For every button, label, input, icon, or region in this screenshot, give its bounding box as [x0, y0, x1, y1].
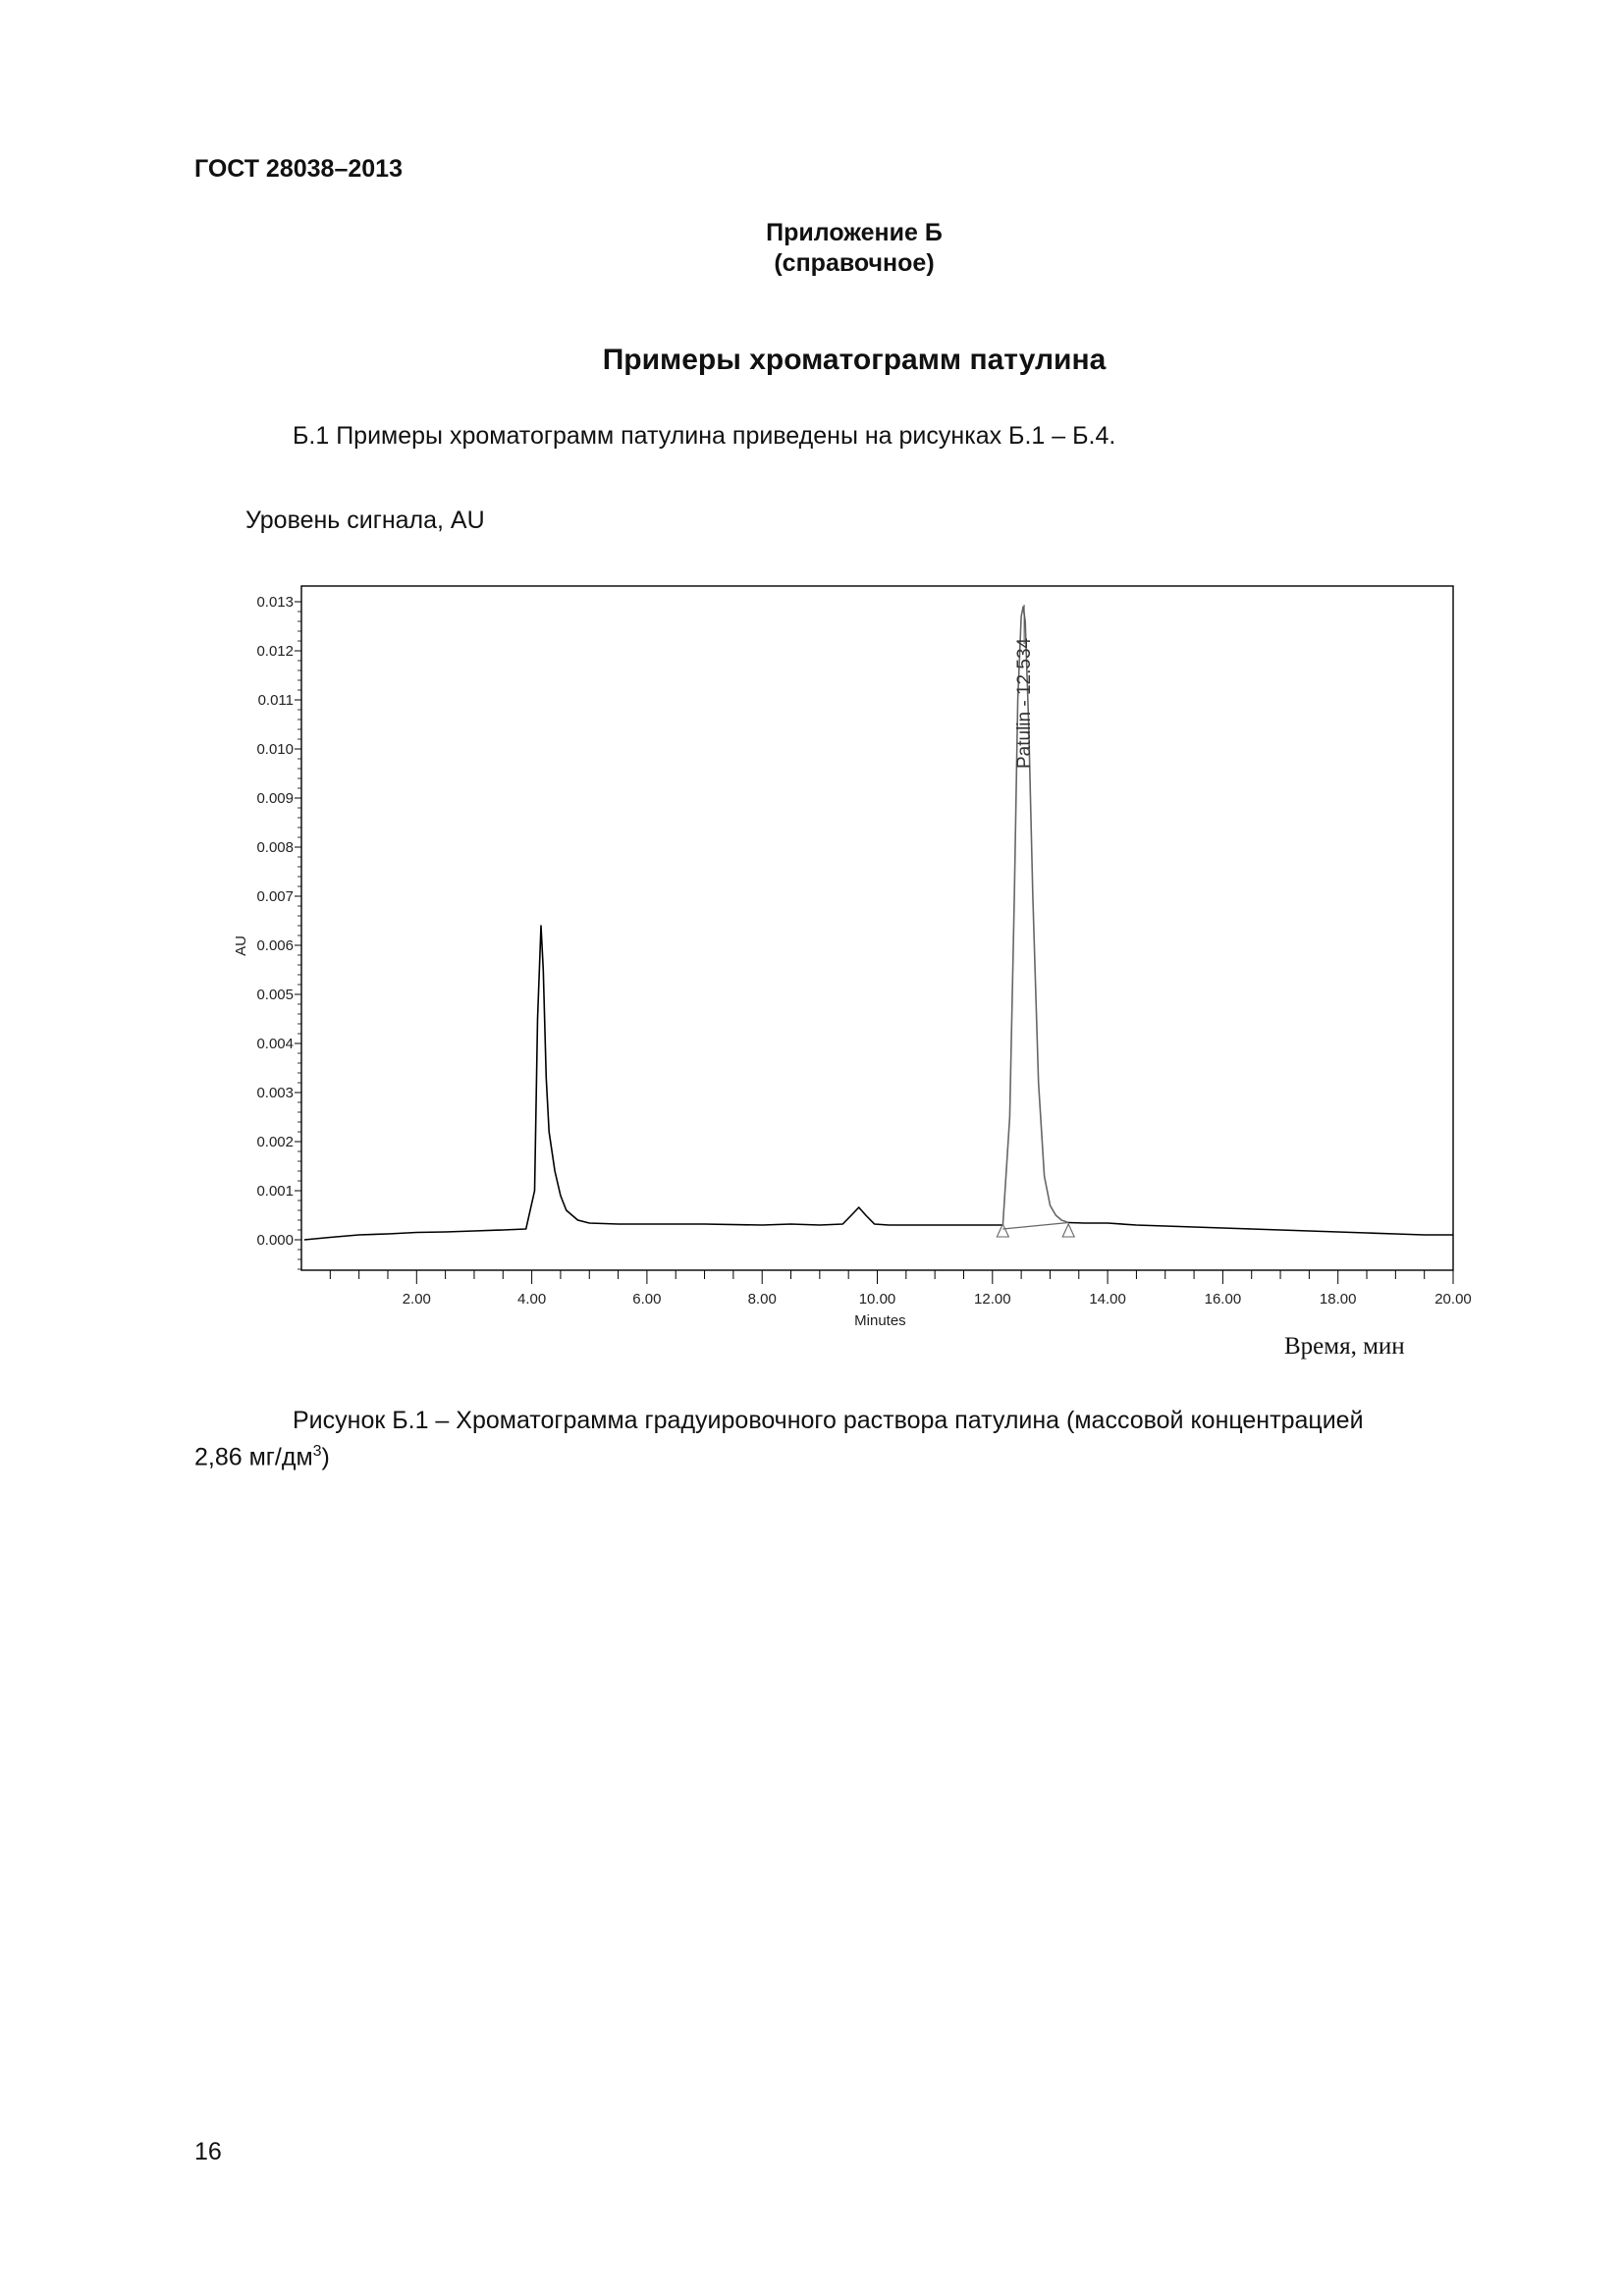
- x-tick-label: 8.00: [747, 1291, 777, 1308]
- x-axis-caption: Время, мин: [1284, 1333, 1405, 1360]
- y-tick-label: 0.010: [256, 741, 294, 758]
- caption-close-paren: ): [321, 1443, 330, 1471]
- x-axis: [330, 1270, 1471, 1329]
- plot-frame: [301, 586, 1453, 1270]
- peak-label-patulin: Patulin - 12.534: [1014, 637, 1036, 769]
- series-line: [304, 926, 1003, 1240]
- peak-boundary-triangle-icon: [997, 1224, 1008, 1237]
- y-tick-label: 0.002: [256, 1134, 294, 1150]
- caption-superscript: 3: [312, 1443, 322, 1460]
- y-tick-label: 0.001: [256, 1183, 294, 1200]
- y-axis-title: AU: [233, 935, 249, 956]
- y-axis: [233, 594, 301, 1269]
- y-tick-label: 0.013: [256, 594, 294, 611]
- figure-caption: [194, 1406, 1510, 1472]
- y-tick-label: 0.012: [256, 643, 294, 660]
- figure-caption-line1: Рисунок Б.1 – Хроматограмма градуировочного раствора патулина (массовой концентрацией: [293, 1407, 1364, 1434]
- x-tick-label: 6.00: [632, 1291, 662, 1308]
- y-tick-label: 0.003: [256, 1085, 294, 1101]
- y-tick-label: 0.006: [256, 937, 294, 954]
- integration-baseline: [1002, 1223, 1068, 1230]
- caption-concentration: 2,86 мг/дм: [194, 1443, 313, 1471]
- y-axis-caption: Уровень сигнала, AU: [245, 507, 485, 534]
- series-line: [1002, 607, 1068, 1225]
- series-line: [1068, 1223, 1453, 1236]
- x-axis-title: Minutes: [854, 1312, 906, 1329]
- figure-caption-line2: [194, 1436, 1510, 1472]
- plot-border: [301, 586, 1453, 1270]
- x-tick-label: 14.00: [1089, 1291, 1126, 1308]
- x-tick-label: 2.00: [402, 1291, 431, 1308]
- appendix-title: Приложение Б: [766, 219, 943, 246]
- page-number: 16: [194, 2138, 222, 2165]
- y-tick-label: 0.000: [256, 1232, 294, 1249]
- y-tick-label: 0.005: [256, 987, 294, 1003]
- appendix-subtitle: (справочное): [774, 249, 935, 277]
- x-tick-label: 16.00: [1204, 1291, 1242, 1308]
- x-tick-label: 12.00: [974, 1291, 1011, 1308]
- document-id-header: ГОСТ 28038–2013: [194, 155, 403, 183]
- x-tick-label: 20.00: [1434, 1291, 1472, 1308]
- y-tick-label: 0.011: [257, 692, 294, 709]
- y-tick-label: 0.004: [256, 1036, 294, 1052]
- x-tick-label: 4.00: [516, 1291, 547, 1308]
- section-title: Примеры хроматограмм патулина: [602, 344, 1107, 376]
- chart-series: [304, 607, 1453, 1240]
- y-tick-label: 0.007: [256, 888, 294, 905]
- y-tick-label: 0.009: [256, 790, 294, 807]
- x-tick-label: 18.00: [1319, 1291, 1357, 1308]
- x-tick-label: 10.00: [858, 1291, 896, 1308]
- y-tick-label: 0.008: [256, 839, 294, 856]
- intro-paragraph: Б.1 Примеры хроматограмм патулина приведены на рисунках Б.1 – Б.4.: [293, 422, 1116, 450]
- peak-boundary-triangle-icon: [1062, 1224, 1074, 1237]
